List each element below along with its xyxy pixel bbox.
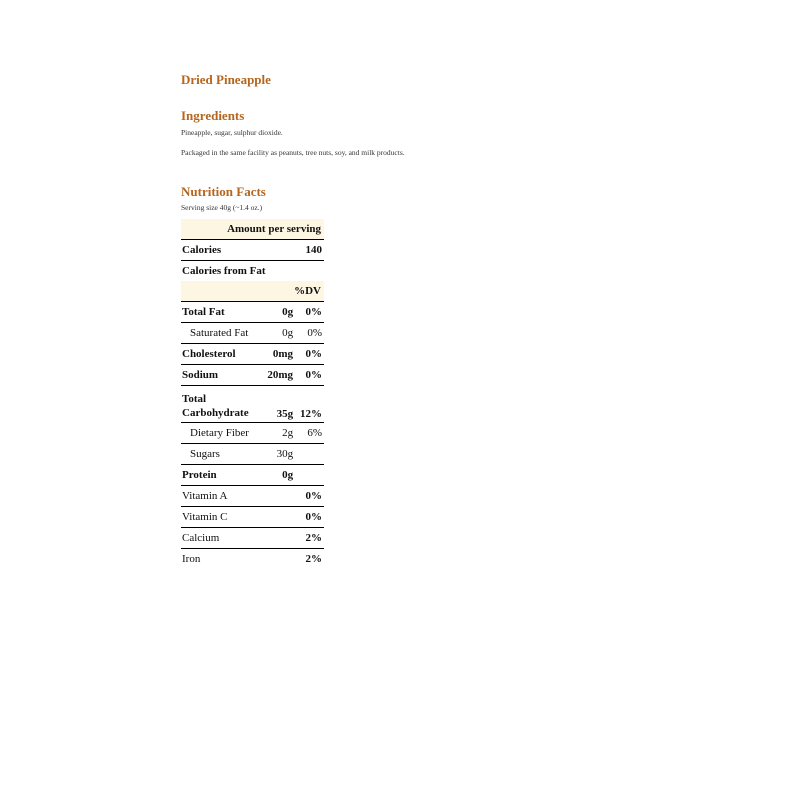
amount-header-row [181,219,324,240]
table-row [181,323,324,344]
dv-header-row [181,281,324,302]
dv-header: %DV [181,281,324,302]
nutrient-label: Protein [181,465,262,486]
nutrient-amount: 20mg [262,365,295,386]
nutrient-amount: 0g [262,465,295,486]
table-row [181,302,324,323]
nutrient-amount: 0g [262,302,295,323]
nutrient-amount [262,486,295,507]
nutrient-dv: 2% [295,528,324,549]
nutrient-amount: 30g [262,444,295,465]
calories-from-fat-label: Calories from Fat [182,265,266,277]
table-row [181,465,324,486]
ingredients-text: Pineapple, sugar, sulphur dioxide. [181,128,283,137]
nutrient-label [181,386,262,423]
nutrient-dv: 0% [295,507,324,528]
nutrient-dv: 2% [305,553,322,565]
amount-per-serving-header: Amount per serving [181,219,324,240]
table-row [181,549,324,570]
nutrition-heading: Nutrition Facts [181,184,266,199]
nutrient-dv: 6% [295,423,324,444]
nutrient-amount [262,549,295,570]
table-row [181,507,324,528]
nutrient-label: Total Fat [181,302,262,323]
nutrient-dv [295,465,324,486]
nutrient-label: Saturated Fat [181,323,262,344]
serving-size: Serving size 40g (~1.4 oz.) [181,203,263,212]
nutrient-amount: 0g [262,323,295,344]
nutrient-amount: 35g [262,386,295,423]
nutrient-label-line1: Total [182,392,207,405]
ingredients-heading: Ingredients [181,108,245,123]
nutrient-dv: 0% [295,344,324,365]
facility-note: Packaged in the same facility as peanuts, tree nuts, soy, and milk products. [181,148,405,157]
calories-row [181,240,324,261]
nutrient-dv: 12% [295,386,324,423]
nutrient-amount [262,528,295,549]
table-row [181,423,324,444]
nutrition-facts-table [181,219,324,569]
nutrient-dv: 0% [295,486,324,507]
nutrient-amount: 0mg [262,344,295,365]
nutrient-label: Dietary Fiber [181,423,262,444]
nutrient-label: Sodium [181,365,262,386]
nutrient-dv [295,444,324,465]
nutrient-dv: 0% [295,302,324,323]
table-row [181,528,324,549]
document [181,72,621,569]
nutrient-amount [262,507,295,528]
nutrient-label: Calcium [181,528,262,549]
table-row [181,344,324,365]
nutrient-amount: 2g [262,423,295,444]
table-row [181,486,324,507]
nutrient-label-line2: Carbohydrate [182,406,249,419]
nutrient-label: Vitamin C [181,507,262,528]
nutrient-label: Iron [182,553,201,565]
nutrient-label: Vitamin A [181,486,262,507]
nutrient-dv: 0% [295,365,324,386]
table-row [181,365,324,386]
calories-from-fat-row [181,261,324,282]
table-row [181,444,324,465]
nutrient-label: Cholesterol [181,344,262,365]
calories-value: 140 [262,240,324,261]
calories-label: Calories [181,240,262,261]
table-row [181,386,324,423]
product-title: Dried Pineapple [181,72,271,87]
nutrient-label: Sugars [181,444,262,465]
nutrient-dv: 0% [295,323,324,344]
